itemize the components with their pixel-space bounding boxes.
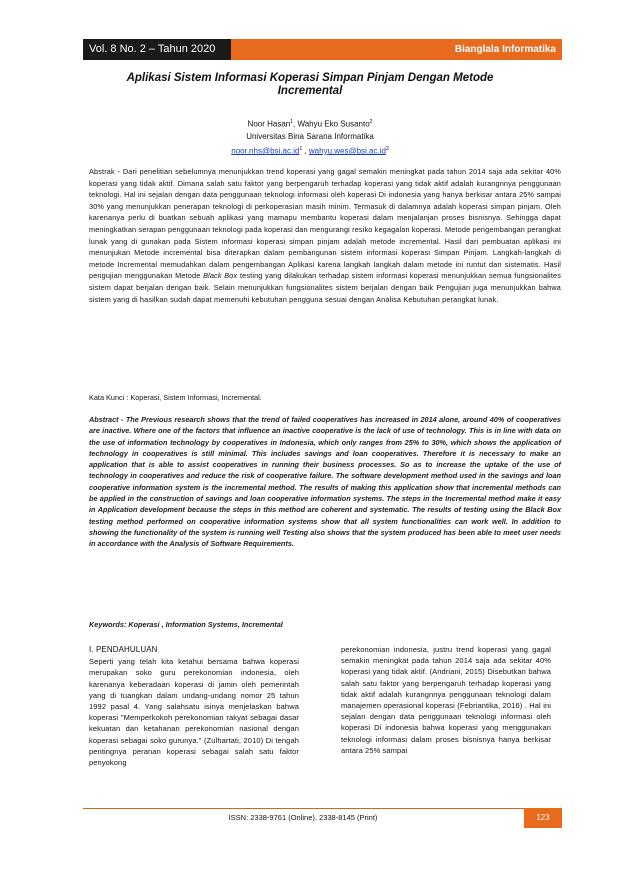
- footer-divider: [83, 808, 562, 809]
- author-names: Noor Hasan$^1$, Wahyu Eko Susanto$^2$: [247, 119, 373, 129]
- paper-title: Aplikasi Sistem Informasi Koperasi Simpan Pinjam Dengan Metode Incremental: [126, 72, 494, 97]
- journal-name: Bianglala Informatika: [231, 39, 562, 60]
- issn-footer: ISSN: 2338-9761 (Online), 2338-8145 (Print): [228, 813, 378, 822]
- kata-kunci: Kata Kunci : Koperasi, Sistem Informasi, Incremental.: [89, 393, 262, 402]
- body-text-left: Seperti yang telah kita ketahui bersama bahwa koperasi merupakan soko guru perekonomian indonesia, oleh karenanya keberadaan koperasi di jamin oleh pemerintah yang di tuangkan dalam undang-undang nomor 25 tahun 1992 pasal 4. Yang salahsatu isinya menjelaskan bahwa koperasi "Memperkokoh perekonomian rakyat sebagai dasar kekuatan dan ketahanan perekonomian nasional dengan koperasi sebagai soko gurunya." (Zulhartati, 2010) Di tengah pentingnya peranan koperasi sebagai salah satu faktor penyokong: [89, 657, 299, 768]
- journal-header: [83, 39, 562, 60]
- author-emails: $noor.nhs@bsi.ac.id^1$ , $wahyu.wes@bsi.ac.id^2$: [231, 145, 389, 156]
- abstract-english: Abstract - The Previous research shows that the trend of failed cooperatives has increased in 2014 alone, around 40% of cooperatives are inactive. Where one of the factors that influence an inactive cooperative is the lack of use of technology. This is in line with data on the use of information technology by cooperatives in Indonesia, which only ranges from 25% to 30%, which shows the application of technology in cooperatives is still minimal. This includes savings and loan cooperatives. Therefore it is necessary to make an application that is able to assist cooperatives in running their business processes. So as to increase the uptake of the use of technology in cooperatives and reduce the risk of cooperative failure. The software development method used in the savings and loan cooperative information system is the incremental method. The results of making this application show that incremental methods can be applied in the construction of savings and loan cooperative information systems. The steps in the Incremental method make it easy in Application development because the steps in this method are coherent and systematic. The results of testing using the Black Box testing method performed on cooperative information systems show that all system functionalities can work well. In addition to showing the functionality of the system is running well Testing also shows that the system produced has been able to meet user needs in accordance with the Analysis of Software Requirements.: [89, 415, 561, 549]
- abstrak-indonesian: Abstrak - Dari penelitian sebelumnya menunjukkan trend koperasi yang gagal semakin meningkat pada tahun 2014 saja ada sekitar 40% koperasi yang tidak aktif. Dimana salah satu faktor yang berpengaruh terhadap koperasi yang tidak aktif adalah kurangnnya penggunaan teknologi. Hal ini sejalan dengan data penggunaan teknologi informasi oleh koperasi Di indonesia yang hanya berkisar antara 25% sampai 30% yang menunjukkan penerapan teknologi di perkoperasian masih minim. Termasuk di dalamnya adalah koperasi simpan pinjam. Oleh karenanya perlu di buatkan sebuah aplikasi yang mamapu membantu koperasi dalam menjalanjan proses bisnisnya. Sehingga dapat meningkatkan serapan penggunaan teknologi pada koperasi dan mengurangi resiko kegagalan koperasi. Metode pengembangan perangkat lunak yang di gunakan pada Sistem informasi koperasi simpan pinjam adalah metode incremental. Hasil dari pembuatan aplikasi ini menunjukan Metode incremental bisa diterapkan dalam pembangunan sistem informasi koperasi Simpan Pinjam. Langkah-langkah di metode Incremental memudahkan dalam pengembangan Aplikasi karena langkah langkah dalam metode ini runtut dan sistematis. Hasil pengujian menggunakan Metode Black Box testing yang dilakukan terhadap sistem informasi koperasi menunjukkan semua fungsionalites sistem dapat berjalan dengan baik. Selain menunjukkan fungsionalites sistem berjalan dengan baik Pengujian juga menunjukkan bahwa sistem yang di hasilkan sudah dapat memenuhi kebutuhan pengguna sesuai dengan Analisa Kebutuhan perangkat lunak.: [89, 167, 562, 304]
- body-column-right: [341, 644, 551, 756]
- section-heading: I. PENDAHULUAN: [89, 645, 158, 654]
- volume-label: Vol. 8 No. 2 – Tahun 2020: [83, 39, 231, 60]
- keywords-english: Keywords: Koperasi , Information Systems, Incremental: [89, 620, 283, 629]
- body-text-right: perekonomian indonesia, justru trend koperasi yang gagal semakin meningkat pada tahun 2014 saja ada sekitar 40% koperasi yang tidak aktif. (Andriani, 2015) Disebutkan bahwa salah satu faktor yang berpengaruh terhadap koperasi yang tidak aktif adalah kurangnnya penggunaan teknologi dalam manajemen operasional koperasi (Febriantika, 2016) . Hal ini sejalan dengan data penggunaan teknologi informasi oleh koperasi Di indonesia bahwa koperasi yang menggunakan teknologi informasi dalam proses bisnisnya hanya berkisar antara 25% sampai: [341, 645, 551, 755]
- affiliation: Universitas Bina Sarana Informatika: [246, 131, 374, 141]
- body-column-left: [89, 644, 299, 768]
- author-block: [110, 116, 510, 157]
- email-link-1[interactable]: noor.nhs@bsi.ac.id: [231, 146, 300, 156]
- email-link-2[interactable]: wahyu.wes@bsi.ac.id: [308, 146, 386, 156]
- page-number: 123: [524, 808, 562, 828]
